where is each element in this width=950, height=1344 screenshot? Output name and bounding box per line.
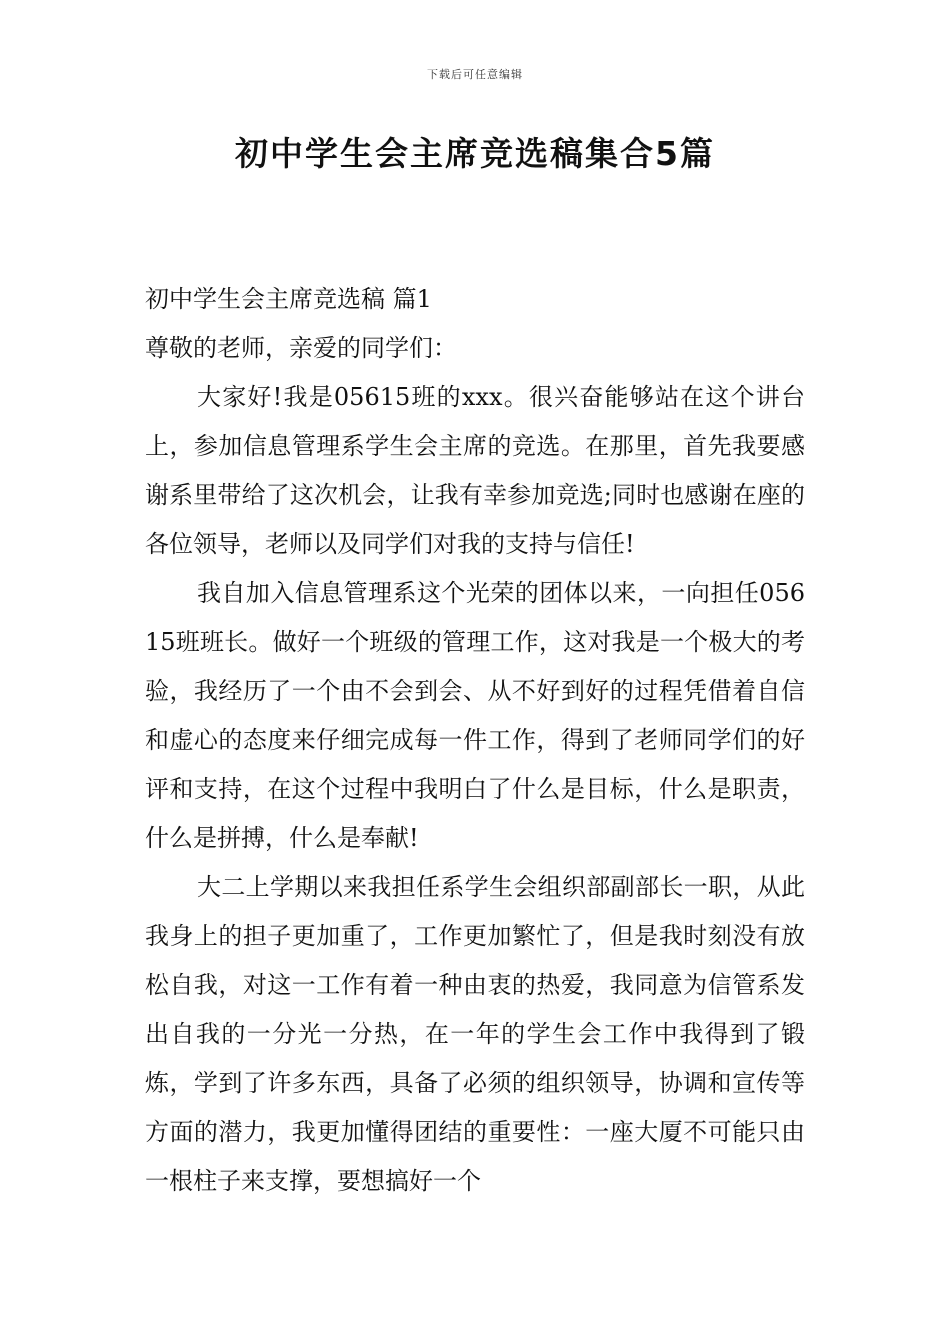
paragraph: 我自加入信息管理系这个光荣的团体以来，一向担任05615班班长。做好一个班级的管理工作，这对我是一个极大的考验，我经历了一个由不会到会、从不好到好的过程凭借着自信和虚心的态度来仔细完成每一件工作，得到了老师同学们的好评和支持，在这个过程中我明白了什么是目标，什么是职责，什么是拼搏，什么是奉献! [145,579,805,852]
document-title: 初中学生会主席竞选稿集合5篇 [235,134,715,173]
paragraph: 大二上学期以来我担任系学生会组织部副部长一职，从此我身上的担子更加重了，工作更加繁忙了，但是我时刻没有放松自我，对这一工作有着一种由衷的热爱，我同意为信管系发出自我的一分光一分热，在一年的学生会工作中我得到了锻炼，学到了许多东西，具备了必须的组织领导，协调和宣传等方面的潜力，我更加懂得团结的重要性：一座大厦不可能只由一根柱子来支撑，要想搞好一个 [145,873,805,1195]
paragraph: 大家好!我是05615班的xxx。很兴奋能够站在这个讲台上，参加信息管理系学生会主席的竞选。在那里，首先我要感谢系里带给了这次机会，让我有幸参加竞选;同时也感谢在座的各位领导，老师以及同学们对我的支持与信任! [145,383,805,558]
salutation: 尊敬的老师，亲爱的同学们： [145,334,457,362]
header-note: 下载后可任意编辑 [427,68,523,81]
document-body [145,275,805,1206]
section-heading: 初中学生会主席竞选稿 篇1 [145,285,432,313]
